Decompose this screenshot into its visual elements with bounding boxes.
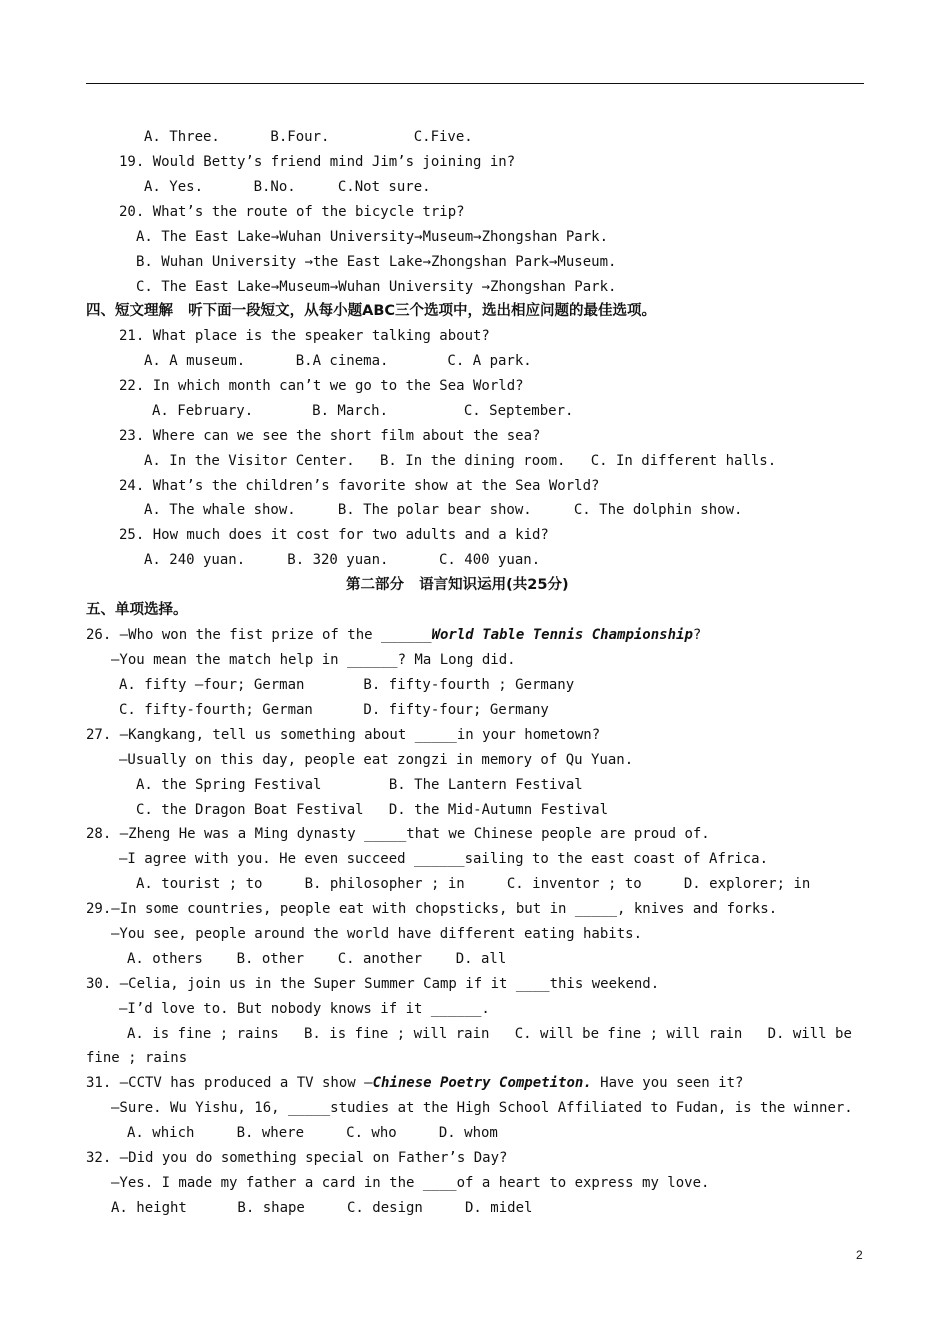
q21-question: 21. What place is the speaker talking about? [119, 328, 490, 344]
q26-text-end: ? [692, 627, 702, 643]
q30-line-2: —I’d love to. But nobody knows if it ______. [119, 1001, 490, 1017]
page-number: 2 [856, 1248, 863, 1262]
q29-options: A. others B. other C. another D. all [127, 951, 507, 967]
q28-line-2: —I agree with you. He even succeed ______sailing to the east coast of Africa. [119, 851, 769, 867]
q24-options: A. The whale show. B. The polar bear show. C. The dolphin show. [144, 502, 743, 518]
q19-options: A. Yes. B.No. C.Not sure. [144, 179, 431, 195]
q21-options: A. A museum. B.A cinema. C. A park. [144, 353, 532, 369]
q20-option-b: B. Wuhan University →the East Lake→Zhongshan Park→Museum. [136, 254, 617, 270]
q32-line-1: 32. —Did you do something special on Father’s Day? [86, 1150, 508, 1166]
q26-italic-title: World Table Tennis Championship [431, 627, 693, 643]
q27-line-2: —Usually on this day, people eat zongzi in memory of Qu Yuan. [119, 752, 634, 768]
header-rule [86, 83, 864, 84]
q20-question: 20. What’s the route of the bicycle trip? [119, 204, 465, 220]
q28-line-1: 28. —Zheng He was a Ming dynasty _____that we Chinese people are proud of. [86, 826, 710, 842]
section-5-heading: 五、单项选择。 [86, 602, 188, 618]
part-2-heading: 第二部分 语言知识运用(共25分) [346, 577, 569, 593]
q22-options: A. February. B. March. C. September. [152, 403, 574, 419]
q30-options: A. is fine ; rains B. is fine ; will rain C. will be fine ; will rain D. will be [127, 1026, 852, 1042]
q24-question: 24. What’s the children’s favorite show at the Sea World? [119, 478, 600, 494]
q27-line-1: 27. —Kangkang, tell us something about _____in your hometown? [86, 727, 601, 743]
q32-options: A. height B. shape C. design D. midel [111, 1200, 533, 1216]
q26-line-1 [86, 625, 701, 645]
q31-options: A. which B. where C. who D. whom [127, 1125, 498, 1141]
q20-option-c: C. The East Lake→Museum→Wuhan University →Zhongshan Park. [136, 279, 617, 295]
q31-text-end: Have you seen it? [591, 1075, 744, 1091]
q31-text-start: 31. —CCTV has produced a TV show — [86, 1075, 373, 1091]
q28-options: A. tourist ; to B. philosopher ; in C. inventor ; to D. explorer; in [136, 876, 811, 892]
q20-option-a: A. The East Lake→Wuhan University→Museum→Zhongshan Park. [136, 229, 609, 245]
q19-question: 19. Would Betty’s friend mind Jim’s joining in? [119, 154, 516, 170]
q18-options: A. Three. B.Four. C.Five. [144, 129, 473, 145]
section-4-heading: 四、短文理解 听下面一段短文，从每小题ABC三个选项中，选出相应问题的最佳选项。 [86, 303, 657, 319]
q23-question: 23. Where can we see the short film about the sea? [119, 428, 541, 444]
q26-options-ab: A. fifty –four; German B. fifty-fourth ; Germany [119, 677, 575, 693]
q27-options-cd: C. the Dragon Boat Festival D. the Mid-Autumn Festival [136, 802, 609, 818]
q23-options: A. In the Visitor Center. B. In the dining room. C. In different halls. [144, 453, 777, 469]
q25-question: 25. How much does it cost for two adults and a kid? [119, 527, 549, 543]
q22-question: 22. In which month can’t we go to the Sea World? [119, 378, 524, 394]
q31-line-1 [86, 1073, 743, 1093]
q29-line-1: 29.—In some countries, people eat with chopsticks, but in _____, knives and forks. [86, 901, 778, 917]
q31-italic-title: Chinese Poetry Competiton. [372, 1075, 592, 1091]
q30-options-wrap: fine ; rains [86, 1050, 188, 1066]
q25-options: A. 240 yuan. B. 320 yuan. C. 400 yuan. [144, 552, 541, 568]
q27-options-ab: A. the Spring Festival B. The Lantern Festival [136, 777, 583, 793]
q32-line-2: —Yes. I made my father a card in the ____of a heart to express my love. [111, 1175, 710, 1191]
q26-line-2: —You mean the match help in ______? Ma Long did. [111, 652, 516, 668]
q30-line-1: 30. —Celia, join us in the Super Summer Camp if it ____this weekend. [86, 976, 660, 992]
q29-line-2: —You see, people around the world have different eating habits. [111, 926, 643, 942]
q26-text-start: 26. —Who won the fist prize of the ______ [86, 627, 432, 643]
q31-line-2: —Sure. Wu Yishu, 16, _____studies at the High School Affiliated to Fudan, is the winner. [111, 1100, 853, 1116]
q26-options-cd: C. fifty-fourth; German D. fifty-four; Germany [119, 702, 549, 718]
